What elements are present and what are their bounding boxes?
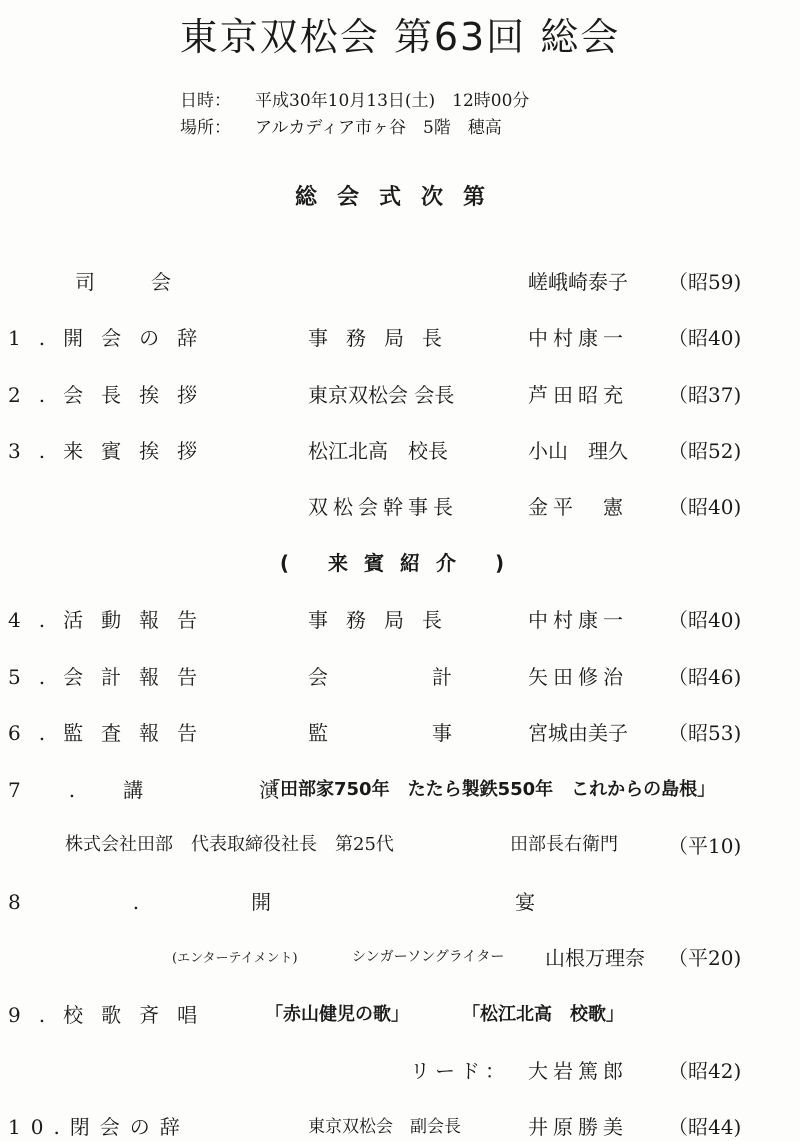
item4-role: 事務局長 xyxy=(308,608,460,632)
mc-year: （昭59) xyxy=(668,270,742,294)
item8b-year: （平20) xyxy=(668,946,742,970)
item6-role: 監 事 xyxy=(308,721,494,745)
item6-year: （昭53) xyxy=(668,721,742,745)
item3-label: 3.来賓挨拶 xyxy=(8,439,216,463)
item9-label: 9.校歌斉唱 xyxy=(8,1003,216,1027)
item7b-name: 田部長右衛門 xyxy=(510,834,618,855)
item7-topic: 「田部家750年 たたら製鉄550年 これからの島根」 xyxy=(262,779,716,800)
item2-year: （昭37) xyxy=(668,383,742,407)
item3-role: 松江北高 校長 xyxy=(308,439,448,463)
item7b-org: 株式会社田部 代表取締役社長 第25代 xyxy=(65,834,394,855)
item5-year: （昭46) xyxy=(668,665,742,689)
item5-role: 会 計 xyxy=(308,665,494,689)
item10-label: 10.閉会の辞 xyxy=(8,1115,190,1139)
item1-year: （昭40) xyxy=(668,326,742,350)
date-value: 平成30年10月13日(土) 12時00分 xyxy=(255,91,530,111)
place-label: 場所： xyxy=(180,118,231,138)
mc-name: 嵯峨崎泰子 xyxy=(528,270,628,294)
item7-label: 7.講 演 xyxy=(8,778,328,802)
item8b-genre: (エンターテイメント) xyxy=(172,951,298,966)
item9-song2: 「松江北高 校歌」 xyxy=(462,1004,624,1025)
section-title: 総会式次第 xyxy=(294,185,505,210)
item6-name: 宮城由美子 xyxy=(528,721,628,745)
item1-role: 事務局長 xyxy=(308,326,460,350)
item10-name: 井原勝美 xyxy=(528,1115,628,1139)
item4-label: 4.活動報告 xyxy=(8,608,216,632)
place-value: アルカディア市ヶ谷 5階 穂高 xyxy=(255,118,502,138)
item4-year: （昭40) xyxy=(668,608,742,632)
item7b-year: （平10) xyxy=(668,834,742,858)
item3b-role: 双松会幹事長 xyxy=(308,495,458,519)
item9-song1: 「赤山健児の歌」 xyxy=(265,1004,409,1025)
item5-name: 矢田修治 xyxy=(528,665,628,689)
document-title: 東京双松会 第63回 総会 xyxy=(179,15,621,59)
mc-label: 司 会 xyxy=(75,270,189,294)
item8-label: 8.開 宴 xyxy=(8,890,648,914)
item4-name: 中村康一 xyxy=(528,608,628,632)
item8b-role: シンガーソングライター xyxy=(352,949,505,965)
item6-label: 6.監査報告 xyxy=(8,721,216,745)
item3b-year: （昭40) xyxy=(668,495,742,519)
item1-name: 中村康一 xyxy=(528,326,628,350)
item10-role: 東京双松会 副会長 xyxy=(308,1117,461,1137)
item5-label: 5.会計報告 xyxy=(8,665,216,689)
item3b-name: 金平 憲 xyxy=(528,495,628,519)
item3-year: （昭52) xyxy=(668,439,742,463)
item2-label: 2.会長挨拶 xyxy=(8,383,216,407)
item2-role: 東京双松会 会長 xyxy=(308,383,455,407)
item3-name: 小山 理久 xyxy=(528,439,628,463)
item9b-role: リード： xyxy=(410,1059,510,1083)
item8b-name: 山根万理奈 xyxy=(545,946,645,970)
date-label: 日時： xyxy=(180,91,231,111)
item9b-name: 大岩篤郎 xyxy=(528,1059,628,1083)
item1-label: 1.開会の辞 xyxy=(8,326,216,350)
item2-name: 芦田昭充 xyxy=(528,383,628,407)
item9b-year: （昭42) xyxy=(668,1059,742,1083)
guest-introduction: ( 来賓紹介 ) xyxy=(279,551,521,575)
item10-year: （昭44) xyxy=(668,1115,742,1139)
